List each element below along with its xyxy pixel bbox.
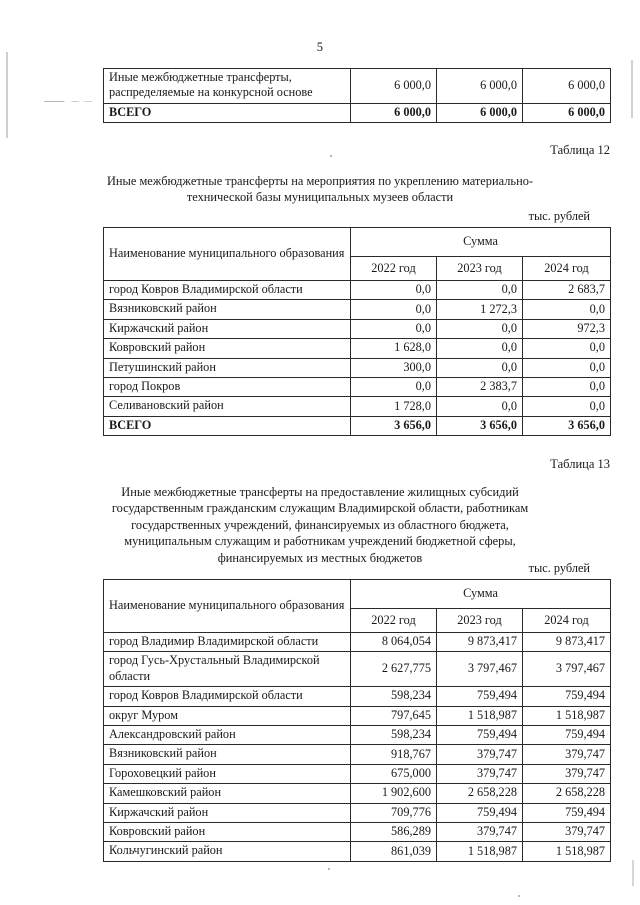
cell-2024: 0,0 <box>523 397 611 416</box>
cell-2022: 1 902,600 <box>351 784 437 803</box>
cell-2023: 1 518,987 <box>437 706 523 725</box>
header-2022: 2022 год <box>351 609 437 633</box>
table-row <box>104 378 611 397</box>
row-label: Вязниковский район <box>104 300 351 319</box>
table-row <box>104 358 611 377</box>
cell-2022: 300,0 <box>351 358 437 377</box>
cell-2023: 379,747 <box>437 823 523 842</box>
row-label: округ Муром <box>104 706 351 725</box>
row-label: город Владимир Владимирской области <box>104 633 351 652</box>
cell-2023: 759,494 <box>437 726 523 745</box>
page-number: 5 <box>316 40 324 54</box>
cell-2024: 0,0 <box>523 378 611 397</box>
table-row <box>104 803 611 822</box>
scan-artifact-left-edge <box>6 52 8 138</box>
scan-artifact-speck <box>328 868 330 870</box>
cell-2022: 1 728,0 <box>351 397 437 416</box>
row-label: Селивановский район <box>104 397 351 416</box>
table-row <box>104 706 611 725</box>
table-total-row <box>104 103 611 122</box>
table-12-body <box>104 281 611 436</box>
cell-2023: 1 518,987 <box>437 842 523 861</box>
cell-2022: 6 000,0 <box>351 69 437 104</box>
row-label: Александровский район <box>104 726 351 745</box>
cell-2022: 797,645 <box>351 706 437 725</box>
table-row <box>104 397 611 416</box>
cell-2024: 379,747 <box>523 764 611 783</box>
cell-2024: 379,747 <box>523 745 611 764</box>
table-row <box>104 281 611 300</box>
table-row <box>104 319 611 338</box>
table-13-caption: Таблица 13 <box>550 457 610 471</box>
table-row <box>104 300 611 319</box>
row-label: Ковровский район <box>104 823 351 842</box>
header-2022: 2022 год <box>351 257 437 281</box>
cell-2024: 759,494 <box>523 803 611 822</box>
table-row <box>104 842 611 861</box>
cell-2024: 759,494 <box>523 726 611 745</box>
cell-2023: 0,0 <box>437 319 523 338</box>
row-label: Вязниковский район <box>104 745 351 764</box>
table-header-row <box>104 580 611 609</box>
cell-2024: 0,0 <box>523 339 611 358</box>
table-header-row <box>104 228 611 257</box>
cell-2024: 972,3 <box>523 319 611 338</box>
row-label: Киржачский район <box>104 319 351 338</box>
header-name: Наименование муниципального образования <box>104 580 351 633</box>
cell-2023: 3 656,0 <box>437 416 523 435</box>
table-row <box>104 726 611 745</box>
cell-2023: 6 000,0 <box>437 103 523 122</box>
table-total-row <box>104 416 611 435</box>
scan-artifact-left-dash <box>44 101 92 102</box>
row-label: Петушинский район <box>104 358 351 377</box>
cell-2024: 3 656,0 <box>523 416 611 435</box>
cell-2023: 3 797,467 <box>437 652 523 687</box>
cell-2022: 1 628,0 <box>351 339 437 358</box>
table-12-caption: Таблица 12 <box>550 143 610 157</box>
cell-2024: 759,494 <box>523 687 611 706</box>
header-2024: 2024 год <box>523 257 611 281</box>
cell-2022: 598,234 <box>351 687 437 706</box>
cell-2023: 6 000,0 <box>437 69 523 104</box>
cell-2024: 0,0 <box>523 300 611 319</box>
row-label: город Ковров Владимирской области <box>104 687 351 706</box>
cell-2023: 2 658,228 <box>437 784 523 803</box>
cell-2022: 0,0 <box>351 378 437 397</box>
header-sum: Сумма <box>351 228 611 257</box>
cell-2022: 6 000,0 <box>351 103 437 122</box>
cell-2022: 598,234 <box>351 726 437 745</box>
cell-2024: 0,0 <box>523 358 611 377</box>
cell-2022: 0,0 <box>351 281 437 300</box>
cell-2022: 2 627,775 <box>351 652 437 687</box>
table-row <box>104 69 611 104</box>
row-label: Кольчугинский район <box>104 842 351 861</box>
cell-2023: 0,0 <box>437 358 523 377</box>
scan-artifact-speck <box>518 895 520 897</box>
header-2023: 2023 год <box>437 257 523 281</box>
row-label: Киржачский район <box>104 803 351 822</box>
cell-2024: 1 518,987 <box>523 706 611 725</box>
scan-artifact-right-edge <box>631 60 633 118</box>
cell-2022: 861,039 <box>351 842 437 861</box>
table-12 <box>103 227 611 436</box>
cell-2023: 2 383,7 <box>437 378 523 397</box>
table-13-body <box>104 633 611 862</box>
table-row <box>104 633 611 652</box>
scan-artifact-right-edge-lower <box>632 860 634 886</box>
scan-artifact-speck <box>330 155 332 157</box>
cell-2024: 3 797,467 <box>523 652 611 687</box>
cell-2023: 759,494 <box>437 803 523 822</box>
cell-2024: 6 000,0 <box>523 69 611 104</box>
table-row <box>104 823 611 842</box>
table-row <box>104 745 611 764</box>
cell-2023: 759,494 <box>437 687 523 706</box>
row-label: город Ковров Владимирской области <box>104 281 351 300</box>
row-label: Гороховецкий район <box>104 764 351 783</box>
cell-2024: 379,747 <box>523 823 611 842</box>
cell-2023: 379,747 <box>437 745 523 764</box>
cell-2022: 675,000 <box>351 764 437 783</box>
row-label: Иные межбюджетные трансферты, распределяемые на конкурсной основе <box>104 69 351 104</box>
row-label: город Гусь-Хрустальный Владимирской области <box>104 652 351 687</box>
row-label: Ковровский район <box>104 339 351 358</box>
table-row <box>104 687 611 706</box>
cell-2023: 0,0 <box>437 339 523 358</box>
header-name: Наименование муниципального образования <box>104 228 351 281</box>
table-row <box>104 784 611 803</box>
header-sum: Сумма <box>351 580 611 609</box>
cell-2023: 1 272,3 <box>437 300 523 319</box>
cell-2023: 9 873,417 <box>437 633 523 652</box>
table-12-units: тыс. рублей <box>528 209 590 223</box>
header-2023: 2023 год <box>437 609 523 633</box>
cell-2024: 2 683,7 <box>523 281 611 300</box>
cell-2023: 0,0 <box>437 281 523 300</box>
table-13 <box>103 579 611 862</box>
cell-2023: 379,747 <box>437 764 523 783</box>
cell-2022: 8 064,054 <box>351 633 437 652</box>
table-13-title: Иные межбюджетные трансферты на предоставление жилищных субсидий государственным гражданским служащим Владимирской области, работникам государственных учреждений, финансируемых из областного бюджета, муниципальным служащим и работникам учреждений бюджетной сферы, финансируемых из местных бюджетов <box>111 485 529 565</box>
header-2024: 2024 год <box>523 609 611 633</box>
table-row <box>104 764 611 783</box>
table-row <box>104 339 611 358</box>
cell-2024: 2 658,228 <box>523 784 611 803</box>
cell-2023: 0,0 <box>437 397 523 416</box>
table-12-title: Иные межбюджетные трансферты на мероприятия по укреплению материально-технической базы муниципальных музеев области <box>106 174 534 205</box>
cell-2022: 586,289 <box>351 823 437 842</box>
row-label: ВСЕГО <box>104 416 351 435</box>
row-label: город Покров <box>104 378 351 397</box>
table-11-continued <box>103 68 611 123</box>
cell-2024: 9 873,417 <box>523 633 611 652</box>
cell-2024: 6 000,0 <box>523 103 611 122</box>
cell-2022: 918,767 <box>351 745 437 764</box>
row-label: ВСЕГО <box>104 103 351 122</box>
cell-2022: 0,0 <box>351 319 437 338</box>
row-label: Камешковский район <box>104 784 351 803</box>
table-row <box>104 652 611 687</box>
table-13-units: тыс. рублей <box>528 561 590 575</box>
cell-2022: 3 656,0 <box>351 416 437 435</box>
cell-2024: 1 518,987 <box>523 842 611 861</box>
cell-2022: 0,0 <box>351 300 437 319</box>
cell-2022: 709,776 <box>351 803 437 822</box>
